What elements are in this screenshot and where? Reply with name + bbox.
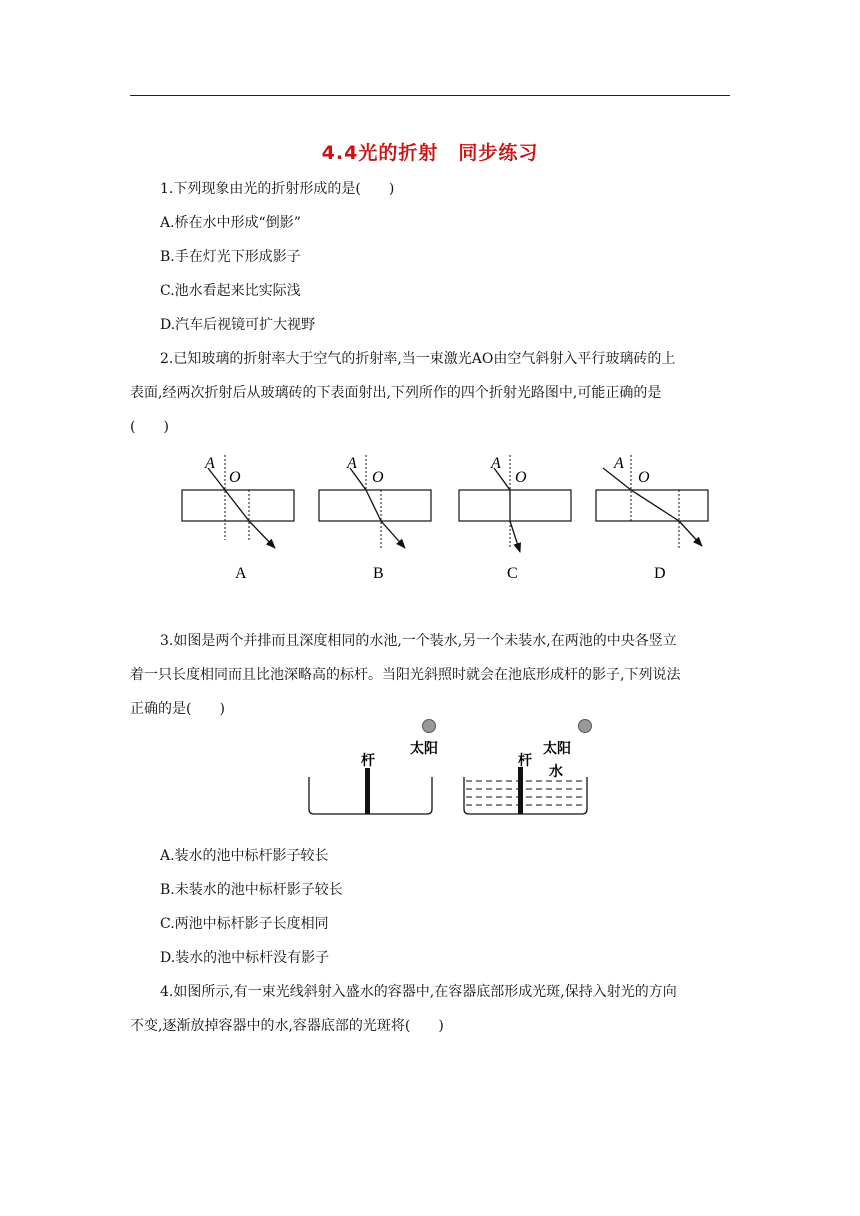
q3-left-pole-label: 杆 — [361, 753, 375, 769]
q3-left-sun-label: 太阳 — [410, 741, 438, 757]
q2-diagram-a-point-a: A — [205, 455, 215, 472]
q1-option-c: C.池水看起来比实际浅 — [160, 283, 301, 299]
q2-diagram-b — [319, 455, 431, 582]
q3-right-sun-icon — [579, 720, 592, 733]
q2-diagram-a-label: A — [235, 565, 247, 582]
q2-diagram-b-point-a: A — [347, 455, 357, 472]
q2-diagram-b-point-o: O — [372, 469, 384, 486]
q2-refraction-figure — [0, 440, 860, 590]
q2-stem-line3: ( ) — [130, 419, 169, 435]
q4-stem-line1: 4.如图所示,有一束光线斜射入盛水的容器中,在容器底部形成光斑,保持入射光的方向 — [160, 984, 677, 1000]
q1-option-b: B.手在灯光下形成影子 — [160, 249, 301, 265]
q2-stem-line2: 表面,经两次折射后从玻璃砖的下表面射出,下列所作的四个折射光路图中,可能正确的是 — [130, 385, 662, 401]
q3-left-sun-icon — [423, 720, 436, 733]
q1-stem: 1.下列现象由光的折射形成的是( ) — [160, 181, 395, 197]
q3-right-pole-label: 杆 — [518, 753, 532, 769]
q3-option-a: A.装水的池中标杆影子较长 — [160, 848, 329, 864]
q2-diagram-a-point-o: O — [229, 469, 241, 486]
q4-stem-line2: 不变,逐渐放掉容器中的水,容器底部的光斑将( ) — [130, 1018, 444, 1034]
q2-diagram-d-point-a: A — [614, 455, 624, 472]
q2-diagram-b-label: B — [373, 565, 384, 582]
q3-water-label: 水 — [549, 764, 563, 780]
q3-option-d: D.装水的池中标杆没有影子 — [160, 950, 330, 966]
q3-stem-line1: 3.如图是两个并排而且深度相同的水池,一个装水,另一个未装水,在两池的中央各竖立 — [160, 633, 677, 649]
q2-diagram-a — [182, 455, 294, 582]
q2-diagram-d-point-o: O — [638, 469, 650, 486]
q1-option-a: A.桥在水中形成“倒影” — [160, 215, 301, 231]
q3-stem-line2: 着一只长度相同而且比池深略高的标杆。当阳光斜照时就会在池底形成杆的影子,下列说法 — [130, 667, 681, 683]
q2-diagram-d — [596, 455, 708, 582]
header-rule — [130, 95, 730, 96]
q2-diagram-c-point-o: O — [515, 469, 527, 486]
q3-pool-figure — [0, 705, 860, 825]
q1-option-d: D.汽车后视镜可扩大视野 — [160, 317, 316, 333]
q3-stem-line3: 正确的是( ) — [130, 701, 225, 717]
q2-diagram-c-point-a: A — [491, 455, 501, 472]
q2-diagram-c — [459, 455, 571, 582]
page-title: 4.4光的折射 同步练习 — [321, 142, 539, 164]
q3-option-b: B.未装水的池中标杆影子较长 — [160, 882, 343, 898]
q2-diagram-d-label: D — [654, 565, 666, 582]
q2-diagram-c-label: C — [507, 565, 518, 582]
q3-option-c: C.两池中标杆影子长度相同 — [160, 916, 329, 932]
q2-stem-line1: 2.已知玻璃的折射率大于空气的折射率,当一束激光AO由空气斜射入平行玻璃砖的上 — [160, 351, 676, 367]
q3-right-sun-label: 太阳 — [543, 741, 571, 757]
